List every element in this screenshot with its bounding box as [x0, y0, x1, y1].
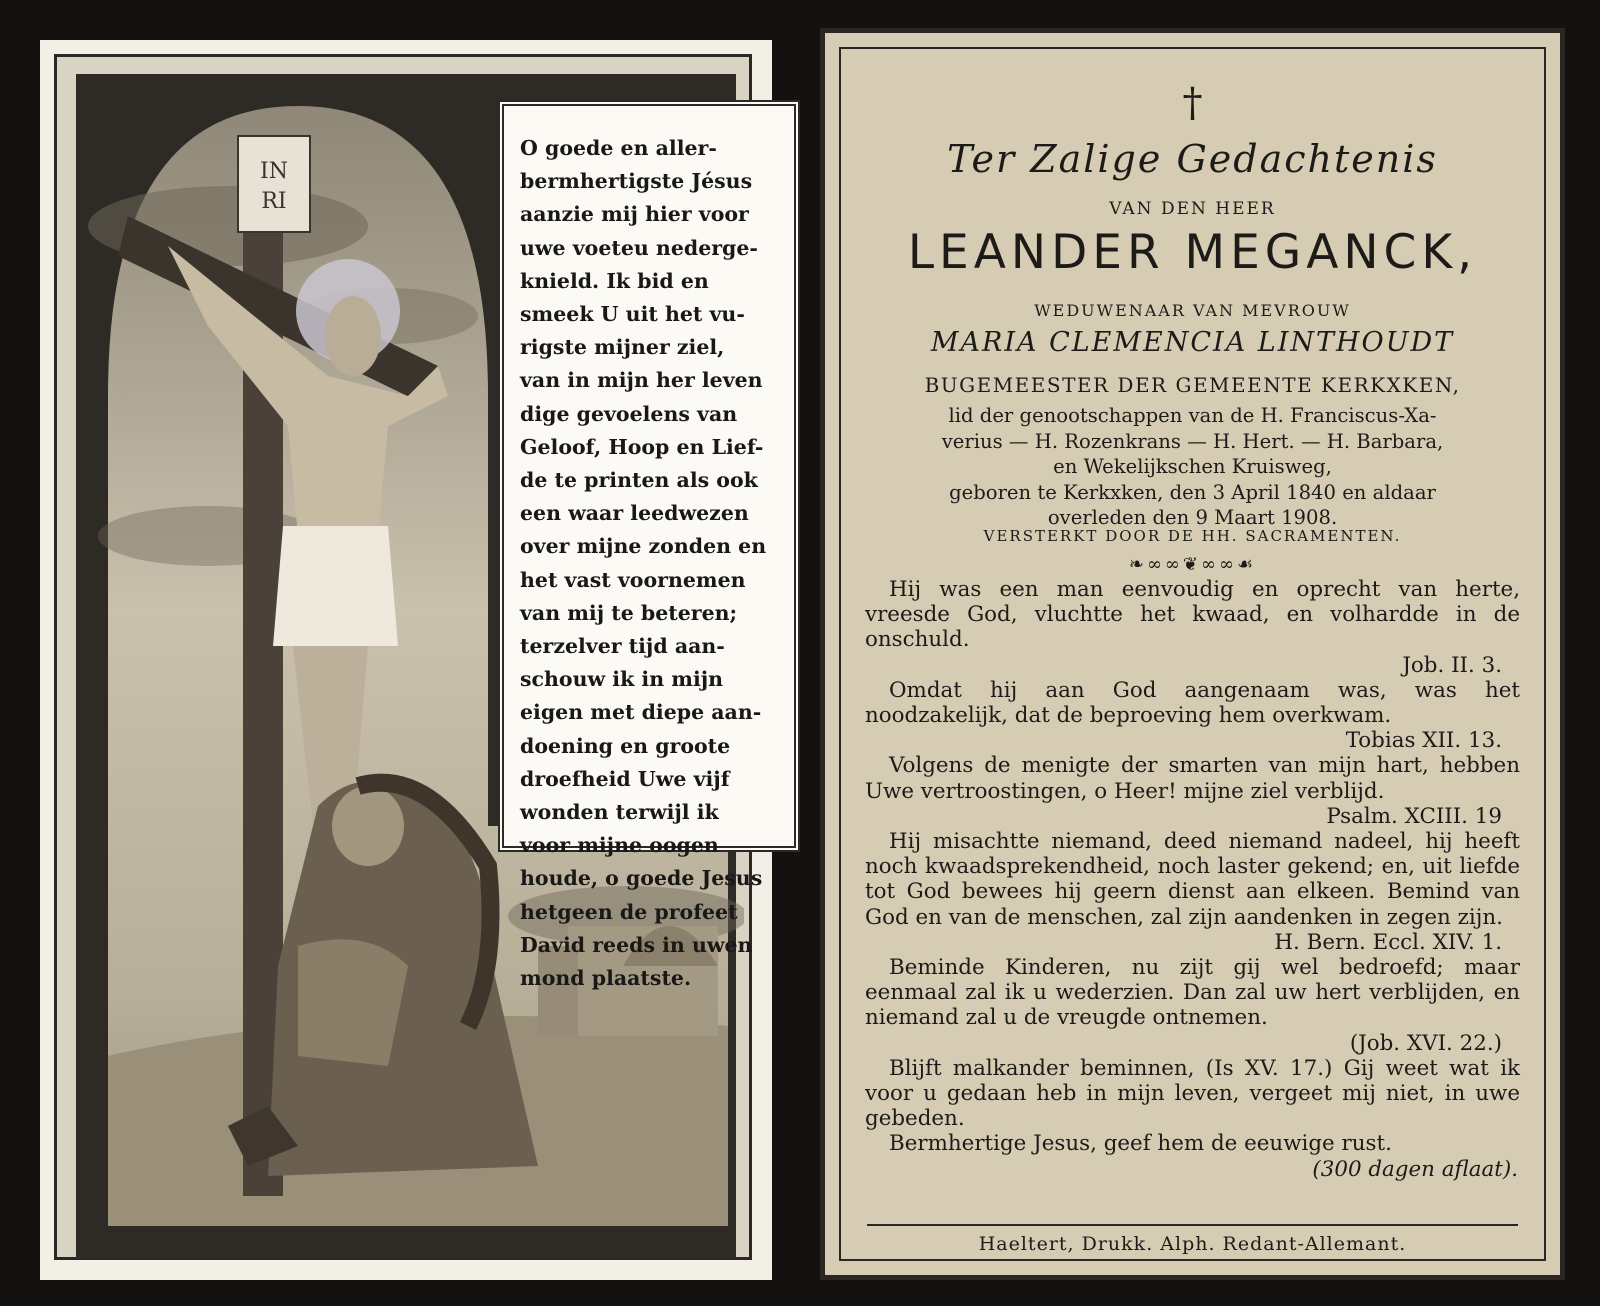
- right-panel: [820, 28, 1565, 1280]
- verses: [865, 577, 1520, 1182]
- bio-line: verius — H. Rozenkrans — H. Hert. — H. Barbara,: [941, 429, 1444, 453]
- deceased-name: LEANDER MEGANCK,: [907, 225, 1478, 280]
- verse: Omdat hij aan God aangenaam was, was het noodzakelijk, dat de beproeving hem overkwam.: [865, 677, 1520, 729]
- honorific: VAN DEN HEER: [1109, 199, 1276, 219]
- verse-reference: H. Bern. Eccl. XIV. 1.: [1274, 929, 1502, 955]
- verse-reference: Job. II. 3.: [1402, 652, 1502, 678]
- printer-credit: Haeltert, Drukk. Alph. Redant-Allemant.: [978, 1233, 1407, 1255]
- verse-reference: Tobias XII. 13.: [1345, 728, 1502, 754]
- indulgence-note: (300 dagen aflaat).: [1312, 1156, 1518, 1182]
- inner-border: [839, 47, 1546, 1261]
- footer-rule: [867, 1224, 1518, 1226]
- bio-line: lid der genootschappen van de H. Franciscus-Xa-: [948, 404, 1437, 427]
- spouse-name: MARIA CLEMENCIA LINTHOUDT: [930, 327, 1455, 358]
- widower-line: WEDUWENAAR VAN MEVROUW: [1034, 301, 1351, 320]
- cross-inscription-top: IN: [260, 159, 288, 184]
- cross-inscription-bottom: RI: [261, 189, 287, 214]
- memorial-title: Ter Zalige Gedachtenis: [947, 137, 1438, 181]
- verse: Beminde Kinderen, nu zijt gij wel bedroefd; maar eenmaal zal ik u wederzien. Dan zal uw hert verblijden, en niemand zal u de vreugde ontnemen.: [865, 955, 1520, 1031]
- verse-reference: Psalm. XCIII. 19: [1326, 803, 1502, 829]
- prayer-text: O goede en aller- bermhertigste Jésus aanzie mij hier voor uwe voeteu nederge- knield. Ik bid en smeek U uit het vu- rigste mijner ziel, van in mijn her leven dige gevoelens van Geloof, Hoop en Lief- de te printen als ook een waar leedwezen over mijne zonden en het vast voornemen van mij te beteren; terzelver tijd aan- schouw ik in mijn eigen met diepe aan- doening en groote droefheid Uwe vijf wonden terwijl ik voor mijne oogen houde, o goede Jesus hetgeen de profeet David reeds in uwen mond plaatste.: [520, 136, 767, 991]
- verse: Volgens de menigte der smarten van mijn hart, hebben Uwe vertroostingen, o Heer! mijne ziel verblijd.: [865, 753, 1520, 804]
- bio-line: overleden den 9 Maart 1908.: [1047, 506, 1338, 529]
- verse-reference: (Job. XVI. 22.): [1349, 1030, 1502, 1056]
- prayer-box: [498, 100, 800, 991]
- sacraments-line: VERSTERKT DOOR DE HH. SACRAMENTEN.: [983, 527, 1402, 545]
- ornamental-divider: ❧∞∞❦∞∞☙: [1128, 554, 1257, 575]
- verse: Hij was een man eenvoudig en oprecht van herte, vreesde God, vluchtte het kwaad, en volhardde in de onschuld.: [865, 577, 1520, 653]
- verse: Blijft malkander beminnen, (Is XV. 17.) Gij weet wat ik voor u gedaan heb in mijn leven, vergeet mij niet, in uwe gebeden.: [865, 1055, 1520, 1132]
- closing-prayer: Bermhertige Jesus, geef hem de eeuwige rust.: [889, 1131, 1392, 1157]
- cross-symbol: †: [1182, 80, 1203, 126]
- office-line: BUGEMEESTER DER GEMEENTE KERKXKEN,: [924, 373, 1461, 397]
- left-panel: [40, 40, 772, 1280]
- verse: Hij misachtte niemand, deed niemand nadeel, hij heeft noch kwaadsprekendheid, noch laster gekend; en, uit liefde tot God bewees hij geern dienst aan elkeen. Bemind van God en van de menschen, zal zijn aandenken in zegen zijn.: [865, 829, 1520, 930]
- bio-line: en Wekelijkschen Kruisweg,: [1053, 455, 1332, 478]
- biography: [861, 403, 1524, 531]
- bio-line: geboren te Kerkxken, den 3 April 1840 en aldaar: [949, 480, 1436, 504]
